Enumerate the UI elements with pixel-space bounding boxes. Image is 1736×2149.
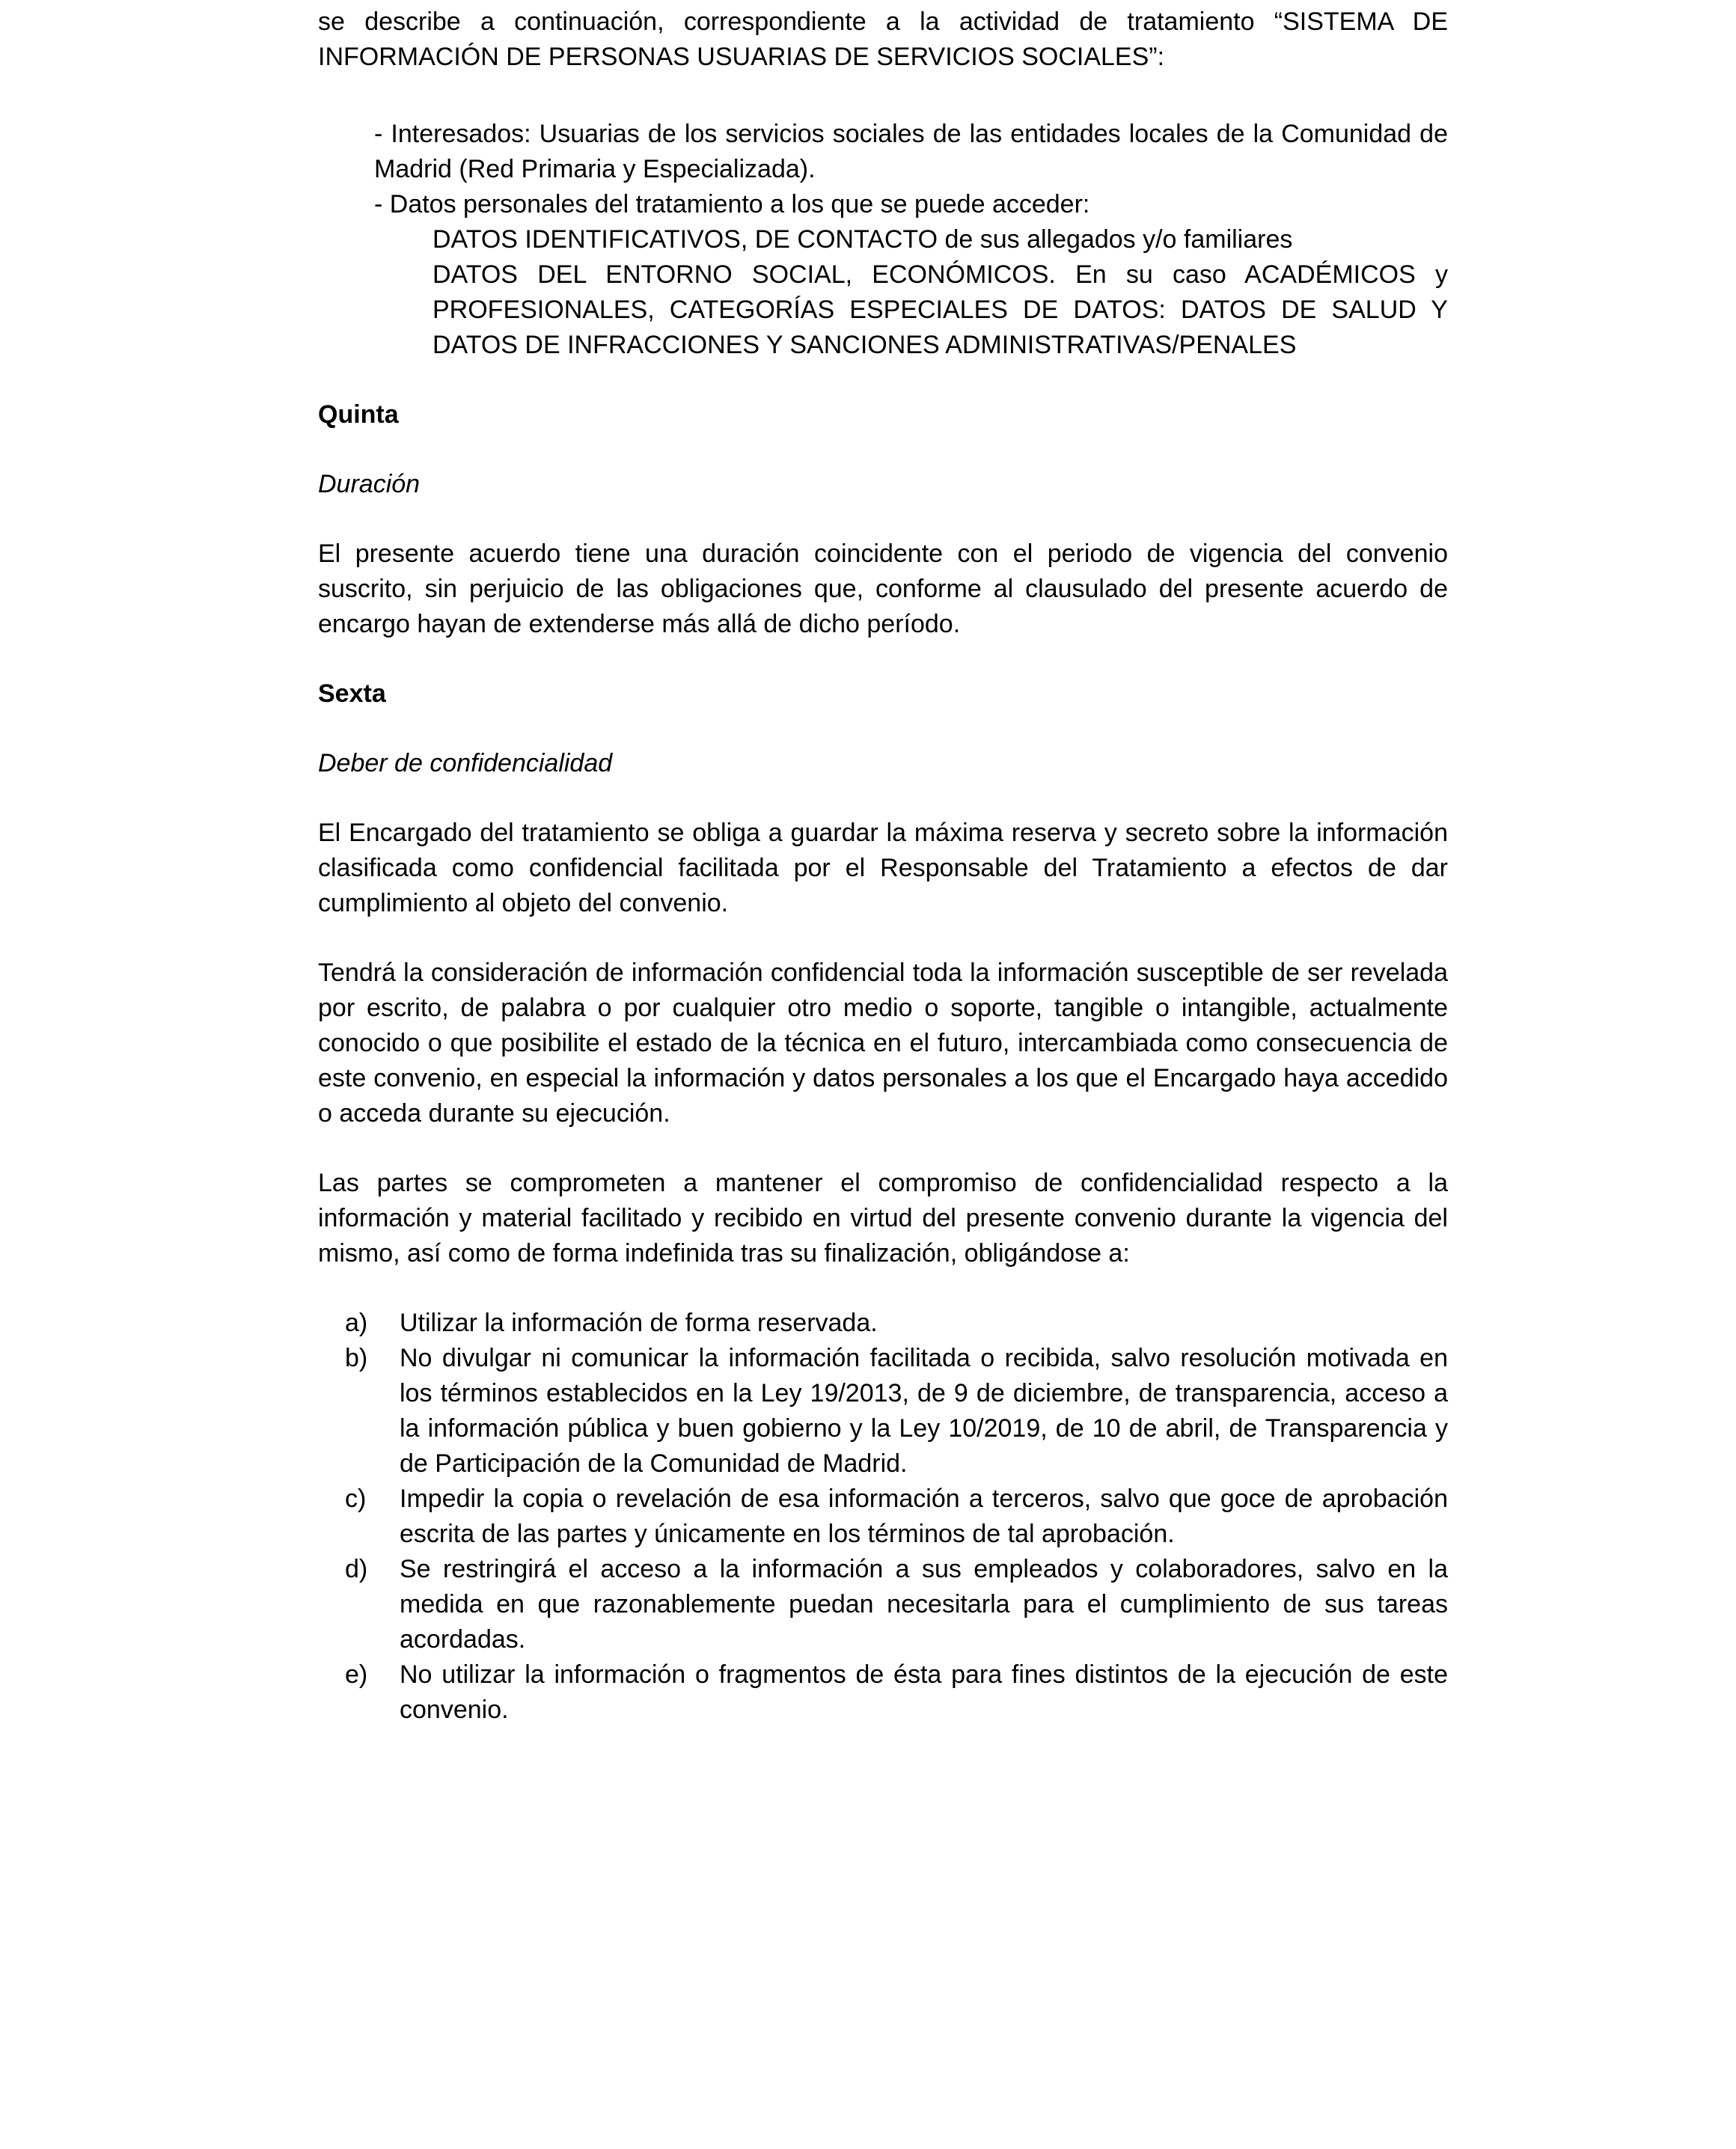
section-subtitle-deber-confidencialidad: Deber de confidencialidad bbox=[318, 749, 613, 777]
list-item-interesados: - Interesados: Usuarias de los servicios sociales de las entidades locales de la Comunidad de Madrid (Red Primaria y Especializada). bbox=[374, 120, 1448, 183]
paragraph-duracion-body: El presente acuerdo tiene una duración coincidente con el periodo de vigencia del convenio suscrito, sin perjuicio de las obligaciones que, conforme al clausulado del presente acuerdo de encargo hayan de extenderse más allá de dicho período. bbox=[318, 539, 1448, 638]
obligation-item-e bbox=[345, 1657, 1448, 1728]
data-detail-identificativos: DATOS IDENTIFICATIVOS, DE CONTACTO de sus allegados y/o familiares bbox=[433, 225, 1293, 254]
obligation-item-d bbox=[345, 1552, 1448, 1657]
section-subtitle-duracion: Duración bbox=[318, 470, 421, 498]
section-heading-quinta: Quinta bbox=[318, 400, 399, 429]
obligation-text-e: No utilizar la información o fragmentos de ésta para fines distintos de la ejecución de este convenio. bbox=[400, 1660, 1448, 1724]
paragraph-compromiso-confidencialidad: Las partes se comprometen a mantener el compromiso de confidencialidad respecto a la información y material facilitado y recibido en virtud del presente convenio durante la vigencia del mismo, así como de forma indefinida tras su finalización, obligándose a: bbox=[318, 1169, 1448, 1268]
obligation-item-a bbox=[345, 1306, 1448, 1341]
paragraph-encargado-reserva: El Encargado del tratamiento se obliga a guardar la máxima reserva y secreto sobre la información clasificada como confidencial facilitada por el Responsable del Tratamiento a efectos de dar cumplimiento al objeto del convenio. bbox=[318, 819, 1448, 917]
data-detail-entorno-social: DATOS DEL ENTORNO SOCIAL, ECONÓMICOS. En su caso ACADÉMICOS y PROFESIONALES, CATEGORÍAS ESPECIALES DE DATOS: DATOS DE SALUD Y DATOS DE INFRACCIONES Y SANCIONES ADMINISTRATIVAS/PENALES bbox=[433, 260, 1448, 359]
obligation-text-a: Utilizar la información de forma reservada. bbox=[400, 1309, 878, 1337]
obligation-text-c: Impedir la copia o revelación de esa información a terceros, salvo que goce de aprobación escrita de las partes y únicamente en los términos de tal aprobación. bbox=[400, 1485, 1448, 1548]
obligation-marker-e: e) bbox=[345, 1660, 368, 1689]
obligation-marker-b: b) bbox=[345, 1344, 368, 1372]
obligation-marker-c: c) bbox=[345, 1485, 367, 1513]
paragraph-informacion-confidencial: Tendrá la consideración de información confidencial toda la información susceptible de ser revelada por escrito, de palabra o por cualquier otro medio o soporte, tangible o intangible, actualmente conocido o que posibilite el estado de la técnica en el futuro, intercambiada como consecuencia de este convenio, en especial la información y datos personales a los que el Encargado haya accedido o acceda durante su ejecución. bbox=[318, 959, 1448, 1128]
list-item-datos-personales: - Datos personales del tratamiento a los que se puede acceder: bbox=[374, 190, 1090, 218]
obligation-text-b: No divulgar ni comunicar la información facilitada o recibida, salvo resolución motivada en los términos establecidos en la Ley 19/2013, de 9 de diciembre, de transparencia, acceso a la información pública y buen gobierno y la Ley 10/2019, de 10 de abril, de Transparencia y de Participación de la Comunidad de Madrid. bbox=[400, 1344, 1448, 1478]
obligation-text-d: Se restringirá el acceso a la información a sus empleados y colaboradores, salvo en la medida en que razonablemente puedan necesitarla para el cumplimiento de sus tareas acordadas. bbox=[400, 1555, 1448, 1654]
obligation-item-c bbox=[345, 1482, 1448, 1552]
obligation-item-b bbox=[345, 1341, 1448, 1482]
section-heading-sexta: Sexta bbox=[318, 679, 386, 708]
intro-paragraph: se describe a continuación, correspondiente a la actividad de tratamiento “SISTEMA DE INFORMACIÓN DE PERSONAS USUARIAS DE SERVICIOS SOCIALES”: bbox=[318, 7, 1448, 71]
obligation-marker-a: a) bbox=[345, 1309, 368, 1337]
obligation-marker-d: d) bbox=[345, 1555, 368, 1583]
